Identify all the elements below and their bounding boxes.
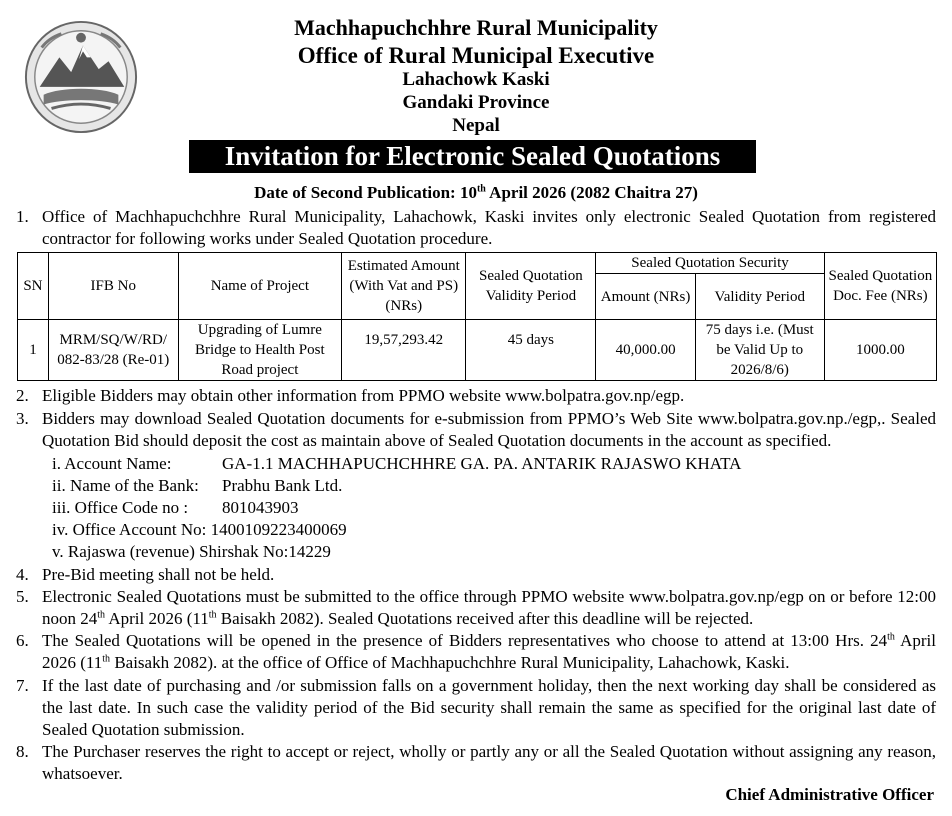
account-value: 801043903 — [222, 498, 299, 517]
clause-4 — [16, 564, 936, 586]
revenue-heading-row — [52, 541, 331, 563]
account-value: GA-1.1 MACHHAPUCHCHHRE GA. PA. ANTARIK RAJASWO KHATA — [222, 454, 742, 473]
cell-sn: 1 — [18, 320, 49, 381]
clause-8 — [16, 741, 936, 785]
clause-text: Office of Machhapuchchhre Rural Municipality, Lahachowk, Kaski invites only electronic Sealed Quotation from registered contractor for following works under Sealed Quotation procedure. — [42, 207, 936, 248]
office-name: Office of Rural Municipal Executive — [297, 43, 655, 68]
clause-1 — [16, 206, 936, 250]
province-line: Gandaki Province — [402, 92, 550, 113]
cell-project: Upgrading of Lumre Bridge to Health Post Road project — [178, 320, 341, 381]
clause-text: Electronic Sealed Quotations must be submitted to the office through PPMO website www.bolpatra.gov.np/egp on or before 12:00 noon 24th April 2026 (11th Baisakh 2082). Sealed Quotations received after this deadline will be rejected. — [42, 587, 936, 628]
th-sn: SN — [18, 253, 49, 320]
quotation-table — [17, 252, 937, 381]
signatory-title: Chief Administrative Officer — [725, 785, 934, 804]
table-row — [18, 320, 937, 381]
cell-security-amount: 40,000.00 — [596, 320, 695, 381]
th-fee: Sealed Quotation Doc. Fee (NRs) — [824, 253, 936, 320]
municipality-name: Machhapuchchhre Rural Municipality — [294, 15, 658, 40]
clause-text: If the last date of purchasing and /or submission falls on a government holiday, then the next working day shall be considered as the last date. In such case the validity period of the Bid security shall remain the same as specified for the original last date of Sealed Quotation submission. — [42, 676, 936, 739]
office-code-row — [52, 497, 299, 519]
clause-2 — [16, 385, 936, 407]
clause-text: Bidders may download Sealed Quotation documents for e-submission from PPMO’s Web Site www.bolpatra.gov.np./egp,. Sealed Quotation Bid should deposit the cost as maintain above of Sealed Quotation documents in the account as specified. — [42, 409, 936, 450]
th-security: Sealed Quotation Security — [596, 253, 824, 274]
clause-number: 1. — [16, 207, 29, 226]
publication-date: Date of Second Publication: 10th April 2026 (2082 Chaitra 27) — [254, 183, 698, 202]
clause-number: 3. — [16, 409, 29, 428]
th-estimate: Estimated Amount (With Vat and PS) (NRs) — [342, 253, 466, 320]
account-value: 14229 — [288, 542, 331, 561]
clause-number: 2. — [16, 386, 29, 405]
th-security-validity: Validity Period — [695, 274, 824, 320]
clause-text: Eligible Bidders may obtain other information from PPMO website www.bolpatra.gov.np/egp. — [42, 386, 685, 405]
cell-estimate: 19,57,293.42 — [342, 320, 466, 381]
clause-text: The Sealed Quotations will be opened in the presence of Bidders representatives who choose to attend at 13:00 Hrs. 24th April 2026 (11th Baisakh 2082). at the office of Office of Machhapuchchhre Rural Municipality, Lahachowk, Kaski. — [42, 631, 936, 672]
th-security-amount: Amount (NRs) — [596, 274, 695, 320]
cell-validity: 45 days — [466, 320, 596, 381]
clause-text: The Purchaser reserves the right to accept or reject, wholly or partly any or all the Sealed Quotation without assigning any reason, whatsoever. — [42, 742, 936, 783]
account-label: iii. Office Code no : — [52, 498, 189, 517]
account-label: iv. Office Account No: — [52, 520, 207, 539]
clause-number: 7. — [16, 676, 29, 695]
clause-number: 4. — [16, 565, 29, 584]
th-project: Name of Project — [178, 253, 341, 320]
clause-6 — [16, 630, 936, 674]
account-label: v. Rajaswa (revenue) Shirshak No: — [52, 542, 289, 561]
clause-number: 6. — [16, 631, 29, 650]
clause-5 — [16, 586, 936, 630]
country-line: Nepal — [452, 115, 500, 136]
clause-3 — [16, 408, 936, 452]
cell-fee: 1000.00 — [824, 320, 936, 381]
clause-number: 5. — [16, 587, 29, 606]
account-value: 1400109223400069 — [210, 520, 347, 539]
cell-ifb: MRM/SQ/W/RD/ 082-83/28 (Re-01) — [48, 320, 178, 381]
office-account-row — [52, 519, 347, 541]
account-name-row — [52, 453, 741, 475]
cell-security-validity: 75 days i.e. (Must be Valid Up to 2026/8/6) — [695, 320, 824, 381]
bank-name-row — [52, 475, 342, 497]
th-validity: Sealed Quotation Validity Period — [466, 253, 596, 320]
account-label: i. Account Name: — [52, 454, 172, 473]
th-ifb: IFB No — [48, 253, 178, 320]
notice-title: Invitation for Electronic Sealed Quotations — [189, 140, 756, 173]
clause-text: Pre-Bid meeting shall not be held. — [42, 565, 275, 584]
account-label: ii. Name of the Bank: — [52, 476, 199, 495]
clause-7 — [16, 675, 936, 741]
account-value: Prabhu Bank Ltd. — [222, 476, 343, 495]
clause-number: 8. — [16, 742, 29, 761]
location-line: Lahachowk Kaski — [402, 69, 550, 90]
